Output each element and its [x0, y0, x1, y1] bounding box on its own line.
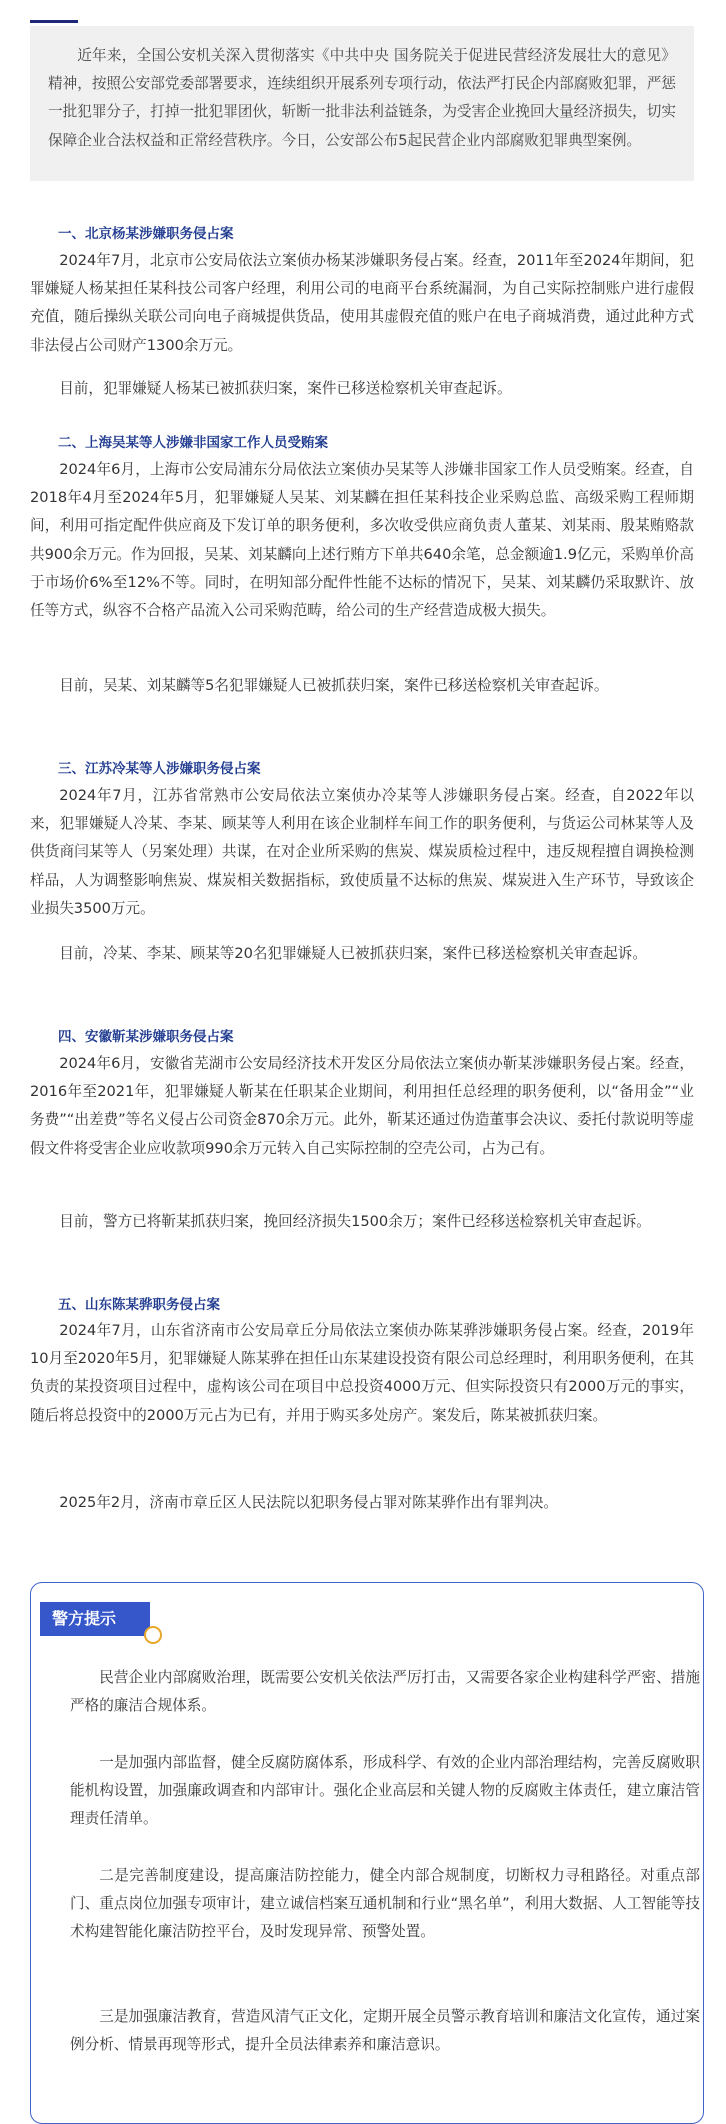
case-5-result: 2025年2月，济南市章丘区人民法院以犯职务侵占罪对陈某骅作出有罪判决。 [59, 1494, 559, 1511]
case-3-body: 2024年7月，江苏省常熟市公安局依法立案侦办冷某等人涉嫌职务侵占案。经查，自2022年以来，犯罪嫌疑人冷某、李某、顾某等人利用在该企业制样车间工作的职务便利，与货运公司林某等人及供货商闫某等人（另案处理）共谋，在对企业所采购的焦炭、煤炭质检过程中，违反规程擅自调换检测样品，人为调整影响焦炭、煤炭相关数据指标，致使质量不达标的焦炭、煤炭进入生产环节，导致该企业损失3500万元。 [30, 787, 694, 917]
case-2-body: 2024年6月，上海市公安局浦东分局依法立案侦办吴某等人涉嫌非国家工作人员受贿案。经查，自2018年4月至2024年5月，犯罪嫌疑人吴某、刘某麟在担任某科技企业采购总监、高级采购工程师期间，利用可指定配件供应商及下发订单的职务便利，多次收受供应商负责人董某、刘某雨、殷某贿赂款共900余万元。作为回报，吴某、刘某麟向上述行贿方下单共640余笔，总金额逾1.9亿元，采购单价高于市场价6%至12%不等。同时，在明知部分配件性能不达标的情况下，吴某、刘某麟仍采取默许、放任等方式，纵容不合格产品流入公司采购范畴，给公司的生产经营造成极大损失。 [30, 461, 694, 620]
case-1-result: 目前，犯罪嫌疑人杨某已被抓获归案，案件已移送检察机关审查起诉。 [59, 380, 512, 397]
case-1-title: 一、北京杨某涉嫌职务侵占案 [58, 226, 234, 242]
case-2-result: 目前，吴某、刘某麟等5名犯罪嫌疑人已被抓获归案，案件已移送检察机关审查起诉。 [59, 677, 609, 694]
case-4-body: 2024年6月，安徽省芜湖市公安局经济技术开发区分局依法立案侦办靳某涉嫌职务侵占案。经查，2016年至2021年，犯罪嫌疑人靳某在任职某企业期间，利用担任总经理的职务便利，以“备用金”“业务费”“出差费”等名义侵占公司资金870余万元。此外，靳某还通过伪造董事会决议、委托付款说明等虚假文件将受害企业应收款项990余万元转入自己实际控制的空壳公司，占为己有。 [30, 1055, 694, 1157]
tag-decor-dot [144, 1626, 162, 1644]
top-accent-rule [30, 20, 78, 23]
tip-paragraph-4: 三是加强廉洁教育，营造风清气正文化，定期开展全员警示教育培训和廉洁文化宣传，通过案例分析、情景再现等形式，提升全员法律素养和廉洁意识。 [70, 2008, 700, 2054]
case-4-title: 四、安徽靳某涉嫌职务侵占案 [58, 1029, 234, 1045]
tip-paragraph-3: 二是完善制度建设，提高廉洁防控能力，健全内部合规制度，切断权力寻租路径。对重点部门、重点岗位加强专项审计，建立诚信档案互通机制和行业“黑名单”，利用大数据、人工智能等技术构建智能化廉洁防控平台，及时发现异常、预警处置。 [70, 1867, 700, 1941]
case-5-body: 2024年7月，山东省济南市公安局章丘分局依法立案侦办陈某骅涉嫌职务侵占案。经查，2019年10月至2020年5月，犯罪嫌疑人陈某骅在担任山东某建设投资有限公司总经理时，利用职务便利，在其负责的某投资项目过程中，虚构该公司在项目中总投资4000万元、但实际投资只有2000万元的事实，随后将总投资中的2000万元占为已有，并用于购买多处房产。案发后，陈某被抓获归案。 [30, 1322, 694, 1424]
tip-paragraph-2: 一是加强内部监督，健全反腐防腐体系，形成科学、有效的企业内部治理结构，完善反腐败职能机构设置，加强廉政调查和内部审计。强化企业高层和关键人物的反腐败主体责任，建立廉洁管理责任清单。 [70, 1754, 700, 1828]
tip-paragraph-1: 民营企业内部腐败治理，既需要公安机关依法严厉打击，又需要各家企业构建科学严密、措施严格的廉洁合规体系。 [70, 1669, 700, 1715]
case-3-result: 目前，冷某、李某、顾某等20名犯罪嫌疑人已被抓获归案，案件已移送检察机关审查起诉。 [59, 945, 647, 962]
case-4-result: 目前，警方已将靳某抓获归案，挽回经济损失1500余万；案件已经移送检察机关审查起诉。 [59, 1213, 651, 1230]
police-tips-tag: 警方提示 [40, 1602, 150, 1636]
case-3-title: 三、江苏冷某等人涉嫌职务侵占案 [58, 761, 261, 777]
intro-text: 近年来，全国公安机关深入贯彻落实《中共中央 国务院关于促进民营经济发展壮大的意见》精神，按照公安部党委部署要求，连续组织开展系列专项行动，依法严打民企内部腐败犯罪，严惩一批犯罪分子，打掉一批犯罪团伙，斩断一批非法利益链条，为受害企业挽回大量经济损失，切实保障企业合法权益和正常经营秩序。今日，公安部公布5起民营企业内部腐败犯罪典型案例。 [48, 47, 676, 149]
case-1-body: 2024年7月，北京市公安局依法立案侦办杨某涉嫌职务侵占案。经查，2011年至2024年期间，犯罪嫌疑人杨某担任某科技公司客户经理，利用公司的电商平台系统漏洞，为自己实际控制账户进行虚假充值，随后操纵关联公司向电子商城提供货品，使用其虚假充值的账户在电子商城消费，通过此种方式非法侵占公司财产1300余万元。 [30, 252, 694, 354]
intro-box [30, 26, 694, 181]
case-2-title: 二、上海吴某等人涉嫌非国家工作人员受贿案 [58, 435, 328, 451]
case-5-title: 五、山东陈某骅职务侵占案 [58, 1297, 220, 1313]
